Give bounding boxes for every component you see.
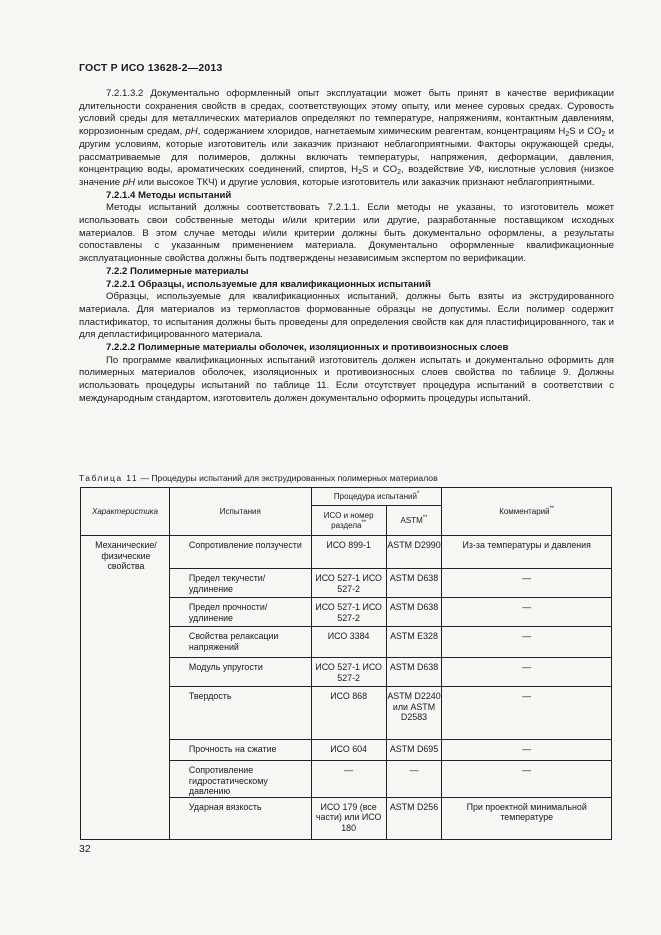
cell-test: Сопротивление ползучести (169, 536, 311, 569)
paragraph-test-methods: Методы испытаний должны соответствовать 7.2.1.1. Если методы не указаны, то изготовитель может использовать свои собственные методы и/или критерии или другие, разработанные поставщиком исходных материалов. В этом случае методы и/или критерии должны быть документально оформлены, а результаты сопоставлены с указанным применением материала. Документально оформленные квалификационные эксплуатационные свойства должны быть подтверждены независимым экспертом по верификации. (79, 202, 614, 265)
table-caption-text: — Процедуры испытаний для экструдированных полимерных материалов (138, 473, 438, 483)
page-header: ГОСТ Р ИСО 13628-2—2013 (79, 62, 223, 74)
cell-iso: ИСО 3384 (311, 627, 386, 658)
group-mechanical-physical: Механические/физические свойства (81, 536, 170, 840)
cell-test: Свойства релаксации напряжений (169, 627, 311, 658)
cell-test: Предел прочности/удлинение (169, 598, 311, 627)
cell-iso: ИСО 179 (все части) или ИСО 180 (311, 797, 386, 839)
paragraph-samples: Образцы, используемые для квалификационных испытаний, должны быть взяты из экструдированного материала. Для материалов из термопластов формованные образцы не допустимы. Если полимер содержит пластификатор, то испытания должны быть проведены для определения свойств как для пластифицированного, так и для депластифицированного материала. (79, 291, 614, 341)
cell-comment: — (442, 687, 612, 740)
cell-iso: ИСО 527-1 ИСО 527-2 (311, 598, 386, 627)
cell-comment: — (442, 658, 612, 687)
cell-comment: — (442, 627, 612, 658)
table-caption-label: Таблица 11 (79, 473, 139, 483)
cell-iso: ИСО 604 (311, 740, 386, 761)
header-iso: ИСО и номер раздела** (311, 506, 386, 536)
page-number: 32 (79, 843, 91, 855)
cell-astm: ASTM D256 (386, 797, 442, 839)
cell-astm: ASTM D695 (386, 740, 442, 761)
cell-test: Модуль упругости (169, 658, 311, 687)
cell-astm: ASTM E328 (386, 627, 442, 658)
cell-test: Ударная вязкость (169, 797, 311, 839)
cell-astm: ASTM D638 (386, 658, 442, 687)
heading-polymer-materials: 7.2.2 Полимерные материалы (106, 265, 249, 277)
table-caption (79, 473, 639, 483)
table-row (81, 536, 612, 569)
body-text (79, 88, 614, 406)
cell-comment: — (442, 761, 612, 798)
heading-samples: 7.2.2.1 Образцы, используемые для квалификационных испытаний (106, 278, 431, 290)
header-tests: Испытания (169, 488, 311, 536)
cell-iso: ИСО 868 (311, 687, 386, 740)
cell-comment: — (442, 598, 612, 627)
cell-test: Предел текучести/удлинение (169, 569, 311, 598)
cell-iso: — (311, 761, 386, 798)
cell-comment: — (442, 569, 612, 598)
cell-test: Твердость (169, 687, 311, 740)
heading-test-methods: 7.2.1.4 Методы испытаний (106, 189, 232, 201)
cell-test: Прочность на сжатие (169, 740, 311, 761)
cell-comment: При проектной минимальной температуре (442, 797, 612, 839)
table-11 (80, 487, 612, 840)
header-procedure: Процедура испытаний* (311, 488, 442, 506)
cell-comment: — (442, 740, 612, 761)
header-comment: Комментарий** (442, 488, 612, 536)
cell-astm: ASTM D638 (386, 598, 442, 627)
cell-astm: — (386, 761, 442, 798)
cell-comment: Из-за температуры и давления (442, 536, 612, 569)
heading-sheath-materials: 7.2.2.2 Полимерные материалы оболочек, изоляционных и противоизносных слоев (106, 342, 509, 354)
cell-iso: ИСО 527-1 ИСО 527-2 (311, 569, 386, 598)
header-characteristic: Характеристика (81, 488, 170, 536)
cell-test: Сопротивление гидростатическому давлению (169, 761, 311, 798)
cell-astm: ASTM D2990 (386, 536, 442, 569)
cell-astm: ASTM D2240 или ASTM D2583 (386, 687, 442, 740)
cell-iso: ИСО 527-1 ИСО 527-2 (311, 658, 386, 687)
header-astm: ASTM** (386, 506, 442, 536)
paragraph-7-2-1-3-2: 7.2.1.3.2 Документально оформленный опыт эксплуатации может быть принят в качестве верификации длительности сохранения свойств в средах, соответствующих этому опыту, или менее суровых средах. Суровость условий среды для металлических материалов определяют по температуре, напряжениям, контактным давлениям, коррозионным средам, pH, содержанием хлоридов, нагнетаемым химическим реагентам, концентрациям $H_2S$ и $CO_2$ и другим условиям, которые изготовитель или заказчик признают неблагоприятными. Факторы окружающей среды, рассматриваемые для полимеров, должны включать температуры, напряжения, деформации, давления, концентрацию воды, ароматических соединений, спиртов, $H_2S$ и $CO_2$, воздействие УФ, кислотные условия (низкое значение pH или высокое ТКЧ) и другие условия, которые изготовитель или заказчик признают неблагоприятными. (79, 88, 615, 188)
cell-iso: ИСО 899-1 (311, 536, 386, 569)
cell-astm: ASTM D638 (386, 569, 442, 598)
paragraph-sheath-materials: По программе квалификационных испытаний изготовитель должен испытать и документально оформить для полимерных материалов оболочек, изоляционных и противоизносных слоев свойства по таблице 9. Должны использовать процедуры испытаний по таблице 11. Если отсутствует процедура испытаний в соответствии с международным стандартом, изготовитель должен документально оформить процедуры испытаний. (79, 354, 614, 404)
